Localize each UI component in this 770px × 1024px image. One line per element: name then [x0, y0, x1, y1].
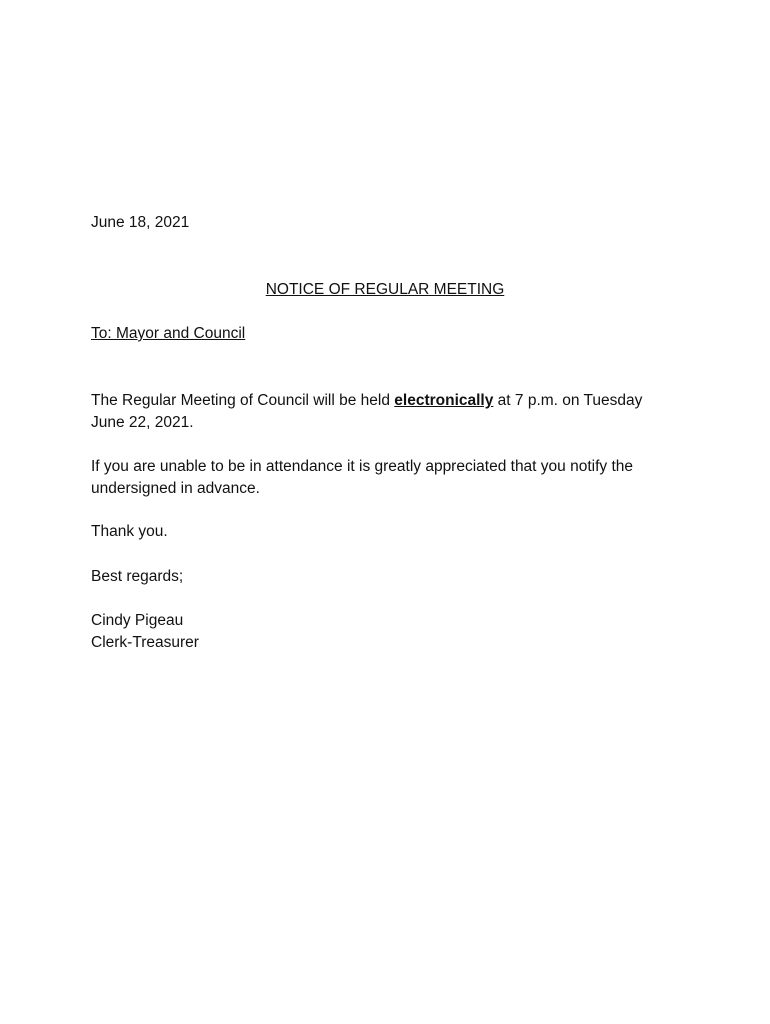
notice-title: NOTICE OF REGULAR MEETING: [265, 281, 505, 298]
emphasis-electronically: electronically: [394, 392, 494, 409]
notice-title-wrapper: [0, 279, 770, 301]
thanks-line: Thank you.: [91, 523, 168, 540]
paragraph-1-line-1: [91, 390, 642, 412]
closing-line: Best regards;: [91, 568, 184, 585]
paragraph-1-after: at 7 p.m. on Tuesday: [493, 392, 643, 409]
letter-date: June 18, 2021: [91, 214, 190, 231]
signature-name: Cindy Pigeau: [91, 612, 184, 629]
paragraph-1-before: The Regular Meeting of Council will be held: [91, 392, 395, 409]
paragraph-2-line-1: If you are unable to be in attendance it is greatly appreciated that you notify the: [91, 458, 633, 475]
paragraph-1-line-2: June 22, 2021.: [91, 414, 194, 431]
paragraph-2-line-2: undersigned in advance.: [91, 480, 260, 497]
recipient-line: To: Mayor and Council: [91, 325, 246, 342]
signature-role: Clerk-Treasurer: [91, 634, 199, 651]
